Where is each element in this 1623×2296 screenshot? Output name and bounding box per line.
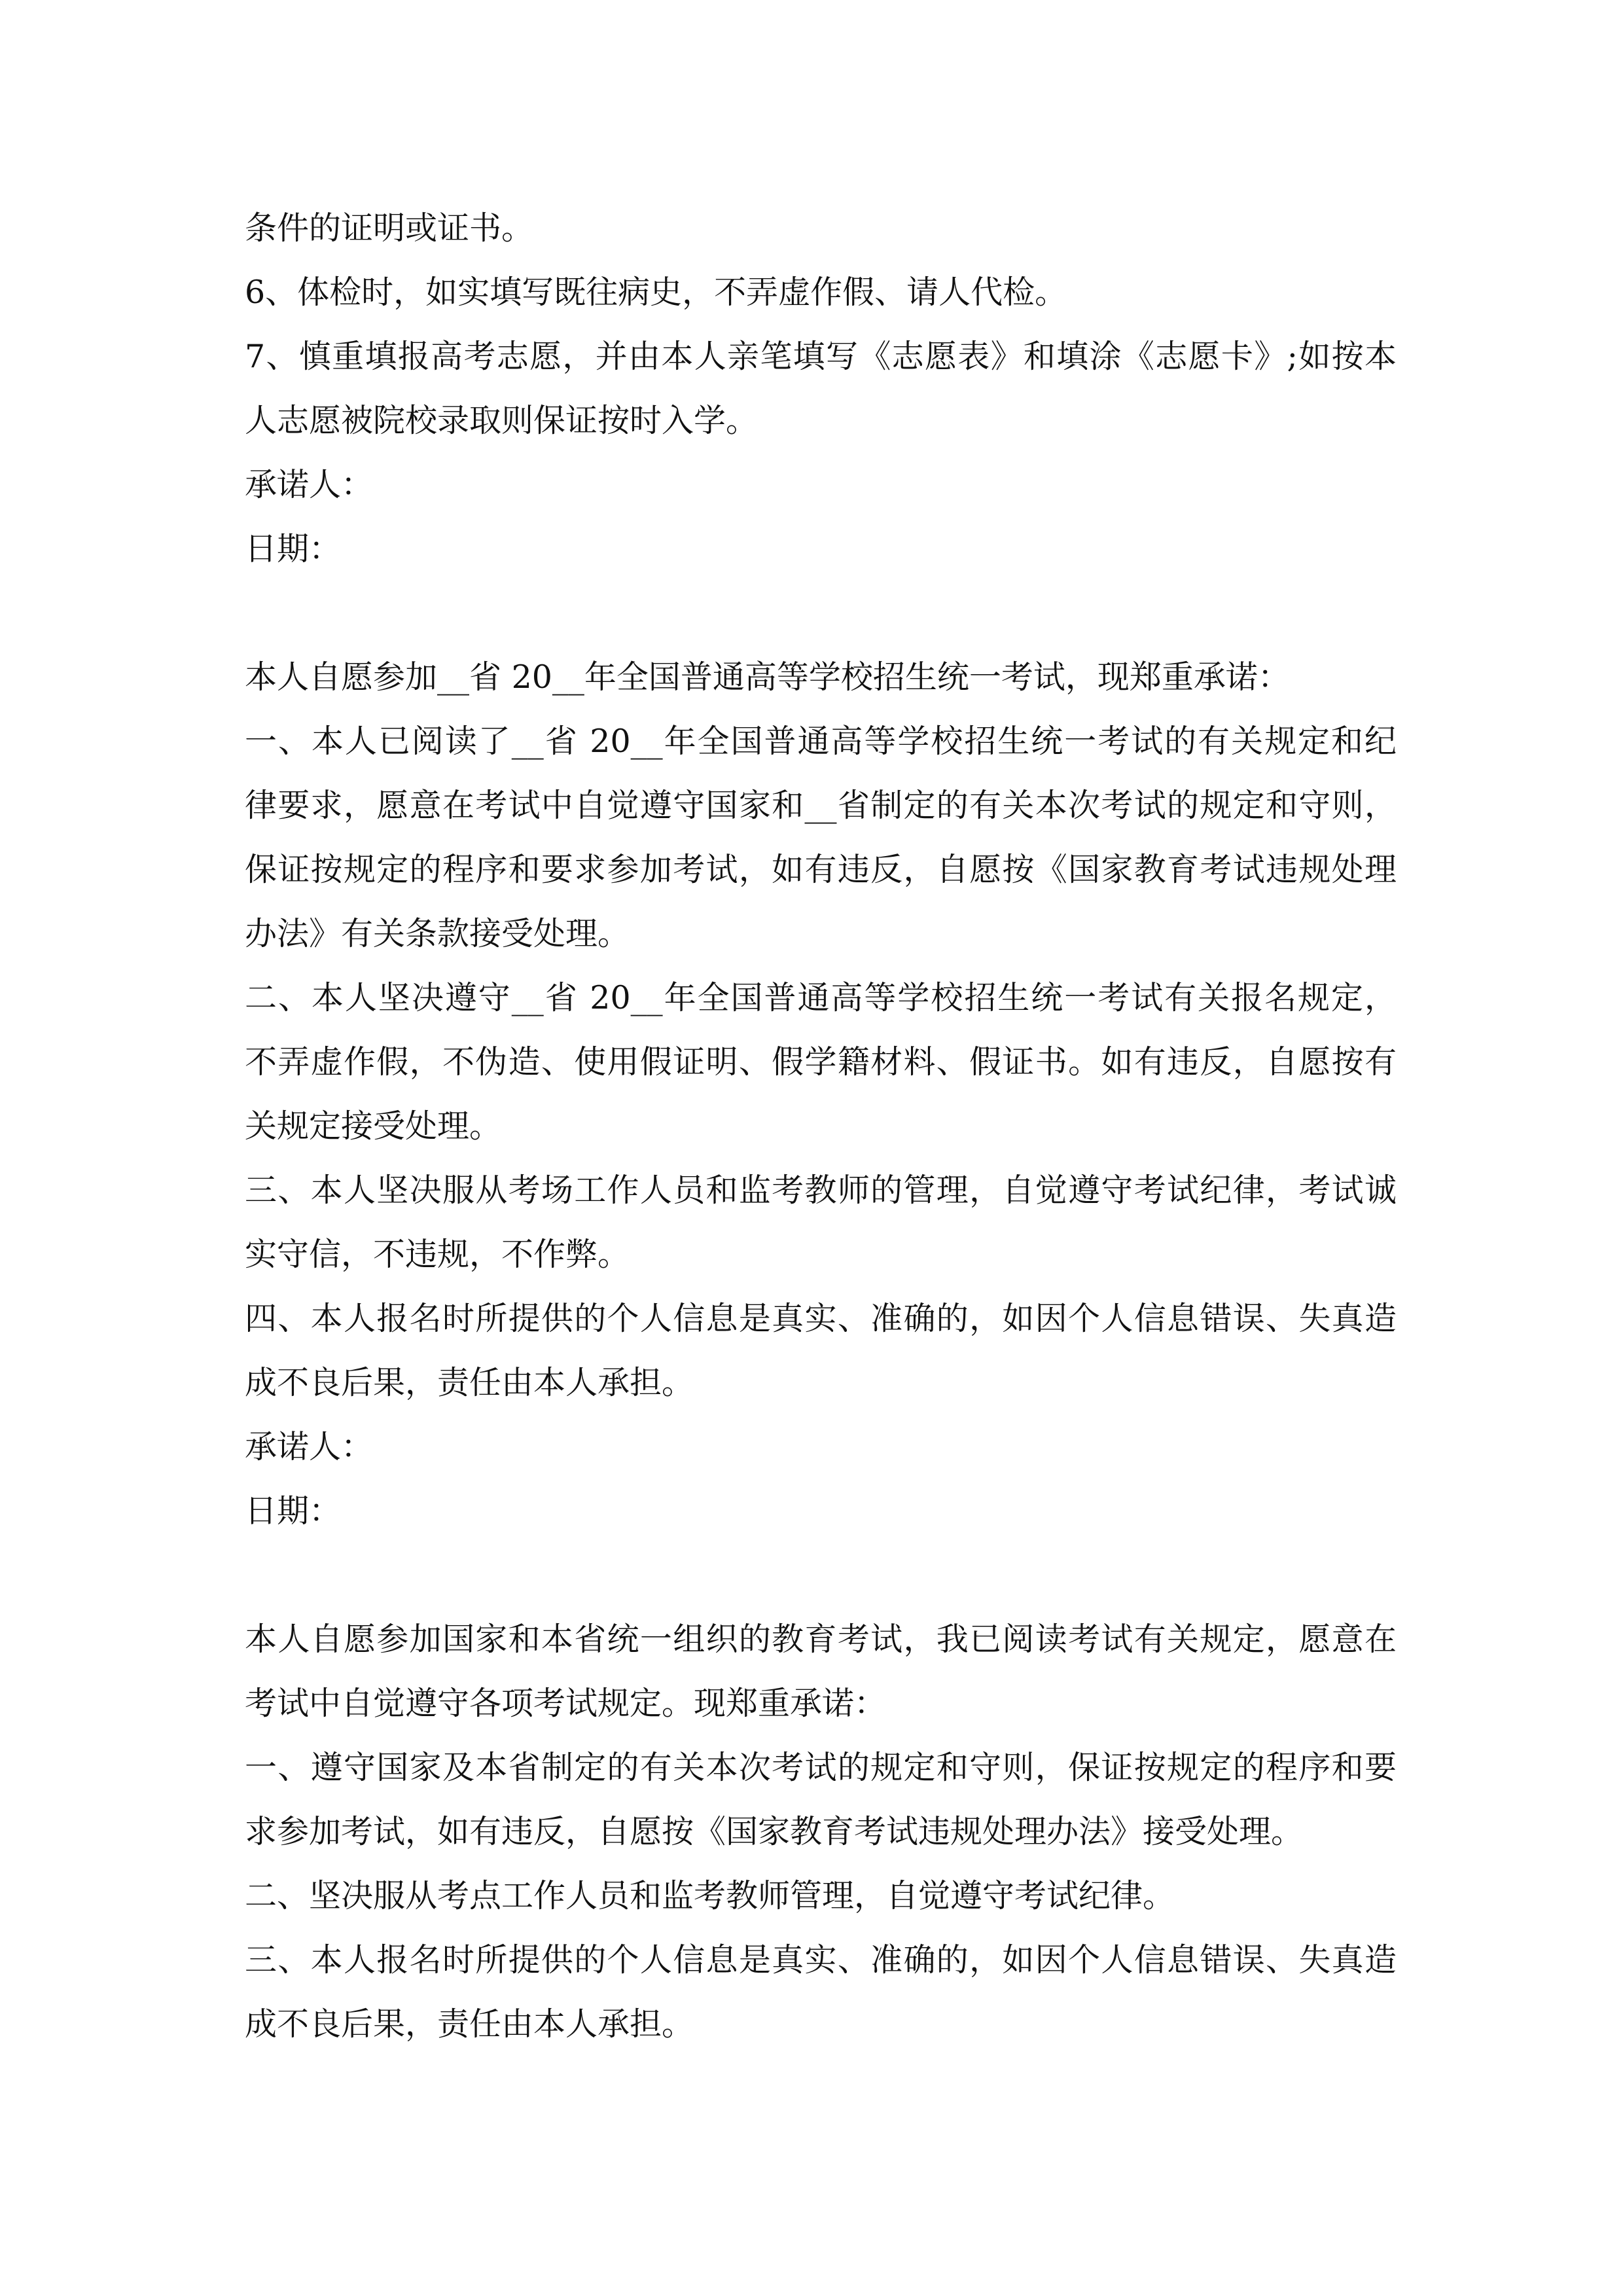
text-line: 保证按规定的程序和要求参加考试，如有违反，自愿按《国家教育考试违规处理: [245, 851, 1397, 888]
text-line: 关规定接受处理。: [245, 1107, 502, 1145]
text-line: 考试中自觉遵守各项考试规定。现郑重承诺：: [245, 1685, 887, 1722]
text-line: 本人自愿参加国家和本省统一组织的教育考试，我已阅读考试有关规定，愿意在: [245, 1621, 1397, 1658]
text-line: 条件的证明或证书。: [245, 209, 534, 247]
text-line: 人志愿被院校录取则保证按时入学。: [245, 402, 758, 439]
text-line: 6、体检时，如实填写既往病史，不弄虚作假、请人代检。: [245, 274, 1067, 311]
text-line: 求参加考试，如有违反，自愿按《国家教育考试违规处理办法》接受处理。: [245, 1813, 1304, 1850]
text-line: 7、慎重填报高考志愿，并由本人亲笔填写《志愿表》和填涂《志愿卡》;如按本: [245, 338, 1397, 375]
text-line: 律要求，愿意在考试中自觉遵守国家和__省制定的有关本次考试的规定和守则，: [245, 787, 1397, 824]
text-line: 二、坚决服从考点工作人员和监考教师管理，自觉遵守考试纪律。: [245, 1877, 1175, 1914]
text-line: 办法》有关条款接受处理。: [245, 915, 630, 952]
text-line: 不弄虚作假，不伪造、使用假证明、假学籍材料、假证书。如有违反，自愿按有: [245, 1043, 1397, 1081]
text-line: 四、本人报名时所提供的个人信息是真实、准确的，如因个人信息错误、失真造: [245, 1300, 1397, 1337]
text-line: 一、本人已阅读了__省 20__年全国普通高等学校招生统一考试的有关规定和纪: [245, 723, 1397, 760]
text-line: 一、遵守国家及本省制定的有关本次考试的规定和守则，保证按规定的程序和要: [245, 1749, 1397, 1786]
document-body: [245, 196, 1397, 2056]
text-line: 承诺人：: [245, 466, 374, 503]
section-gap: [245, 581, 1397, 645]
text-line: 三、本人报名时所提供的个人信息是真实、准确的，如因个人信息错误、失真造: [245, 1941, 1397, 1979]
pledge-section: [245, 645, 1397, 1543]
pledge-section: [245, 196, 1397, 581]
text-line: 承诺人：: [245, 1428, 374, 1465]
text-line: 成不良后果，责任由本人承担。: [245, 2005, 694, 2043]
section-gap: [245, 1543, 1397, 1607]
text-line: 实守信，不违规，不作弊。: [245, 1236, 630, 1273]
text-line: 成不良后果，责任由本人承担。: [245, 1364, 694, 1401]
text-line: 日期：: [245, 530, 342, 567]
pledge-section: [245, 1607, 1397, 2056]
text-line: 本人自愿参加__省 20__年全国普通高等学校招生统一考试，现郑重承诺：: [245, 658, 1290, 696]
text-line: 三、本人坚决服从考场工作人员和监考教师的管理，自觉遵守考试纪律，考试诚: [245, 1172, 1397, 1209]
text-line: 日期：: [245, 1492, 342, 1530]
text-line: 二、本人坚决遵守__省 20__年全国普通高等学校招生统一考试有关报名规定，: [245, 979, 1397, 1016]
